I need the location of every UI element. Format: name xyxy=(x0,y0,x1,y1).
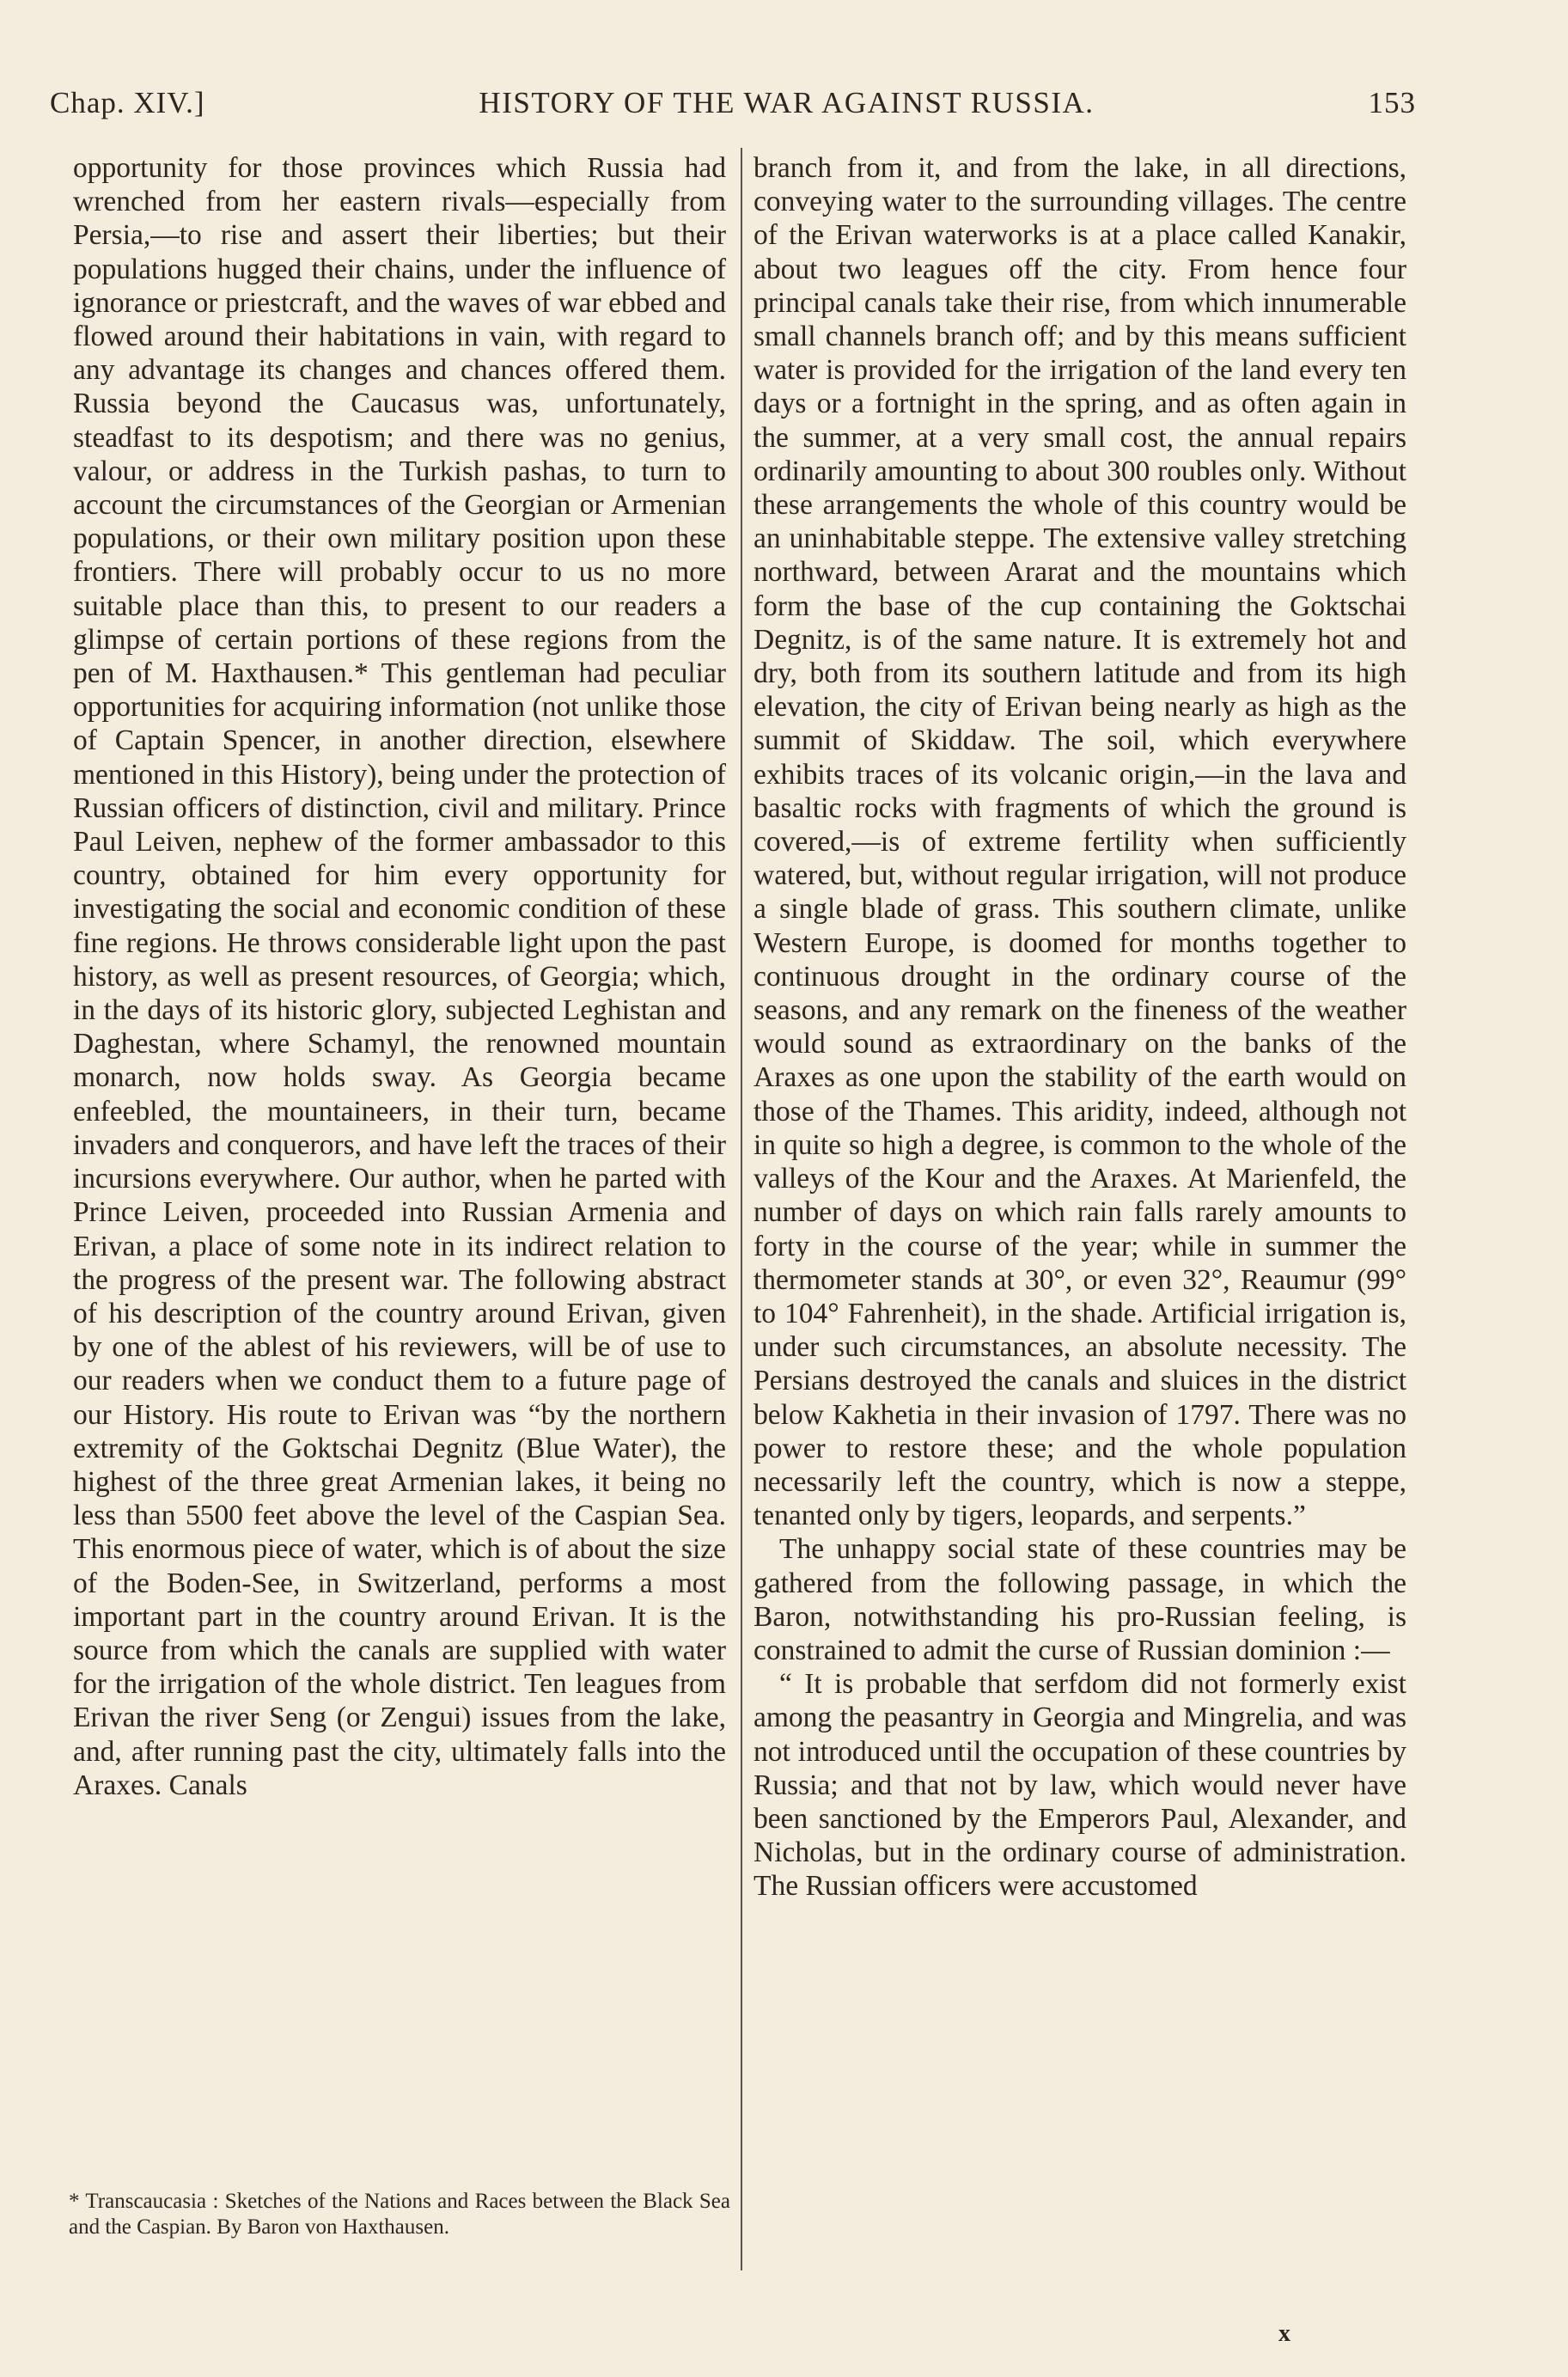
page-number: 153 xyxy=(1368,86,1416,119)
running-header xyxy=(50,86,1416,137)
left-column xyxy=(73,151,726,2154)
signature-mark: x xyxy=(1278,2320,1290,2347)
footnote: * Transcaucasia : Sketches of the Nations and Races between the Black Sea and the Caspian. By Baron von Haxthausen. xyxy=(69,2190,730,2239)
running-title: HISTORY OF THE WAR AGAINST RUSSIA. xyxy=(479,86,1095,119)
paragraph: branch from it, and from the lake, in all directions, conveying water to the surrounding villages. The centre of the Erivan waterworks is at a place called Kanakir, about two leagues off the city. From hence four principal canals take their rise, from which innumerable small channels branch off; and by this means sufficient water is provided for the irrigation of the land every ten days or a fortnight in the spring, and as often again in the summer, at a very small cost, the annual repairs ordinarily amounting to about 300 roubles only. Without these arrangements the whole of this country would be an uninhabitable steppe. The extensive valley stretching northward, between Ararat and the mountains which form the base of the cup containing the Goktschai Degnitz, is of the same nature. It is extremely hot and dry, both from its southern latitude and from its high elevation, the city of Erivan being nearly as high as the summit of Skiddaw. The soil, which everywhere exhibits traces of its volcanic origin,—in the lava and basaltic rocks with fragments of which the ground is covered,—is of extreme fertility when sufficiently watered, but, without regular irrigation, will not produce a single blade of grass. This southern climate, unlike Western Europe, is doomed for months together to continuous drought in the ordinary course of the seasons, and any remark on the fineness of the weather would sound as extraordinary on the banks of the Araxes as one upon the stability of the earth would on those of the Thames. This aridity, indeed, although not in quite so high a degree, is common to the whole of the valleys of the Kour and the Araxes. At Marienfeld, the number of days on which rain falls rarely amounts to forty in the course of the year; while in summer the thermometer stands at 30°, or even 32°, Reaumur (99° to 104° Fahrenheit), in the shade. Artificial irrigation is, under such circumstances, an absolute necessity. The Persians destroyed the canals and sluices in the district below Kakhetia in their invasion of 1797. There was no power to restore these; and the whole population necessarily left the country, which is now a steppe, tenanted only by tigers, leopards, and serpents.” xyxy=(753,152,1406,1532)
paragraph: “ It is probable that serfdom did not formerly exist among the peasantry in Georgia and Mingrelia, and was not introduced until the occupation of these countries by Russia; and that not by law, which would never have been sanctioned by the Emperors Paul, Alexander, and Nicholas, but in the ordinary course of administration. The Russian officers were accustomed xyxy=(753,1668,1406,1903)
column-divider xyxy=(741,148,742,2270)
right-column xyxy=(753,151,1406,2265)
paragraph: The unhappy social state of these countries may be gathered from the following passage, in which the Baron, notwithstanding his pro-Russian feeling, is constrained to admit the curse of Russian dominion :— xyxy=(753,1533,1406,1666)
paragraph: opportunity for those provinces which Russia had wrenched from her eastern rivals—especially from Persia,—to rise and assert their liberties; but their populations hugged their chains, under the influence of ignorance or priestcraft, and the waves of war ebbed and flowed around their habitations in vain, with regard to any advantage its changes and chances offered them. Russia beyond the Caucasus was, unfortunately, steadfast to its despotism; and there was no genius, valour, or address in the Turkish pashas, to turn to account the circumstances of the Georgian or Armenian populations, or their own military position upon these frontiers. There will probably occur to us no more suitable place than this, to present to our readers a glimpse of certain portions of these regions from the pen of M. Haxthausen.* This gentleman had peculiar opportunities for acquiring information (not unlike those of Captain Spencer, in another direction, elsewhere mentioned in this History), being under the protection of Russian officers of distinction, civil and military. Prince Paul Leiven, nephew of the former ambassador to this country, obtained for him every opportunity for investigating the social and economic condition of these fine regions. He throws considerable light upon the past history, as well as present resources, of Georgia; which, in the days of its historic glory, subjected Leghistan and Daghestan, where Schamyl, the renowned mountain monarch, now holds sway. As Georgia became enfeebled, the mountaineers, in their turn, became invaders and conquerors, and have left the traces of their incursions everywhere. Our author, when he parted with Prince Leiven, proceeded into Russian Armenia and Erivan, a place of some note in its indirect relation to the progress of the present war. The following abstract of his description of the country around Erivan, given by one of the ablest of his reviewers, will be of use to our readers when we conduct them to a future page of our History. His route to Erivan was “by the northern extremity of the Goktschai Degnitz (Blue Water), the highest of the three great Armenian lakes, it being no less than 5500 feet above the level of the Caspian Sea. This enormous piece of water, which is of about the size of the Boden-See, in Switzerland, performs a most important part in the country around Erivan. It is the source from which the canals are supplied with water for the irrigation of the whole district. Ten leagues from Erivan the river Seng (or Zengui) issues from the lake, and, after running past the city, ultimately falls into the Araxes. Canals xyxy=(73,152,726,1801)
chapter-label: Chap. XIV.] xyxy=(50,86,205,119)
